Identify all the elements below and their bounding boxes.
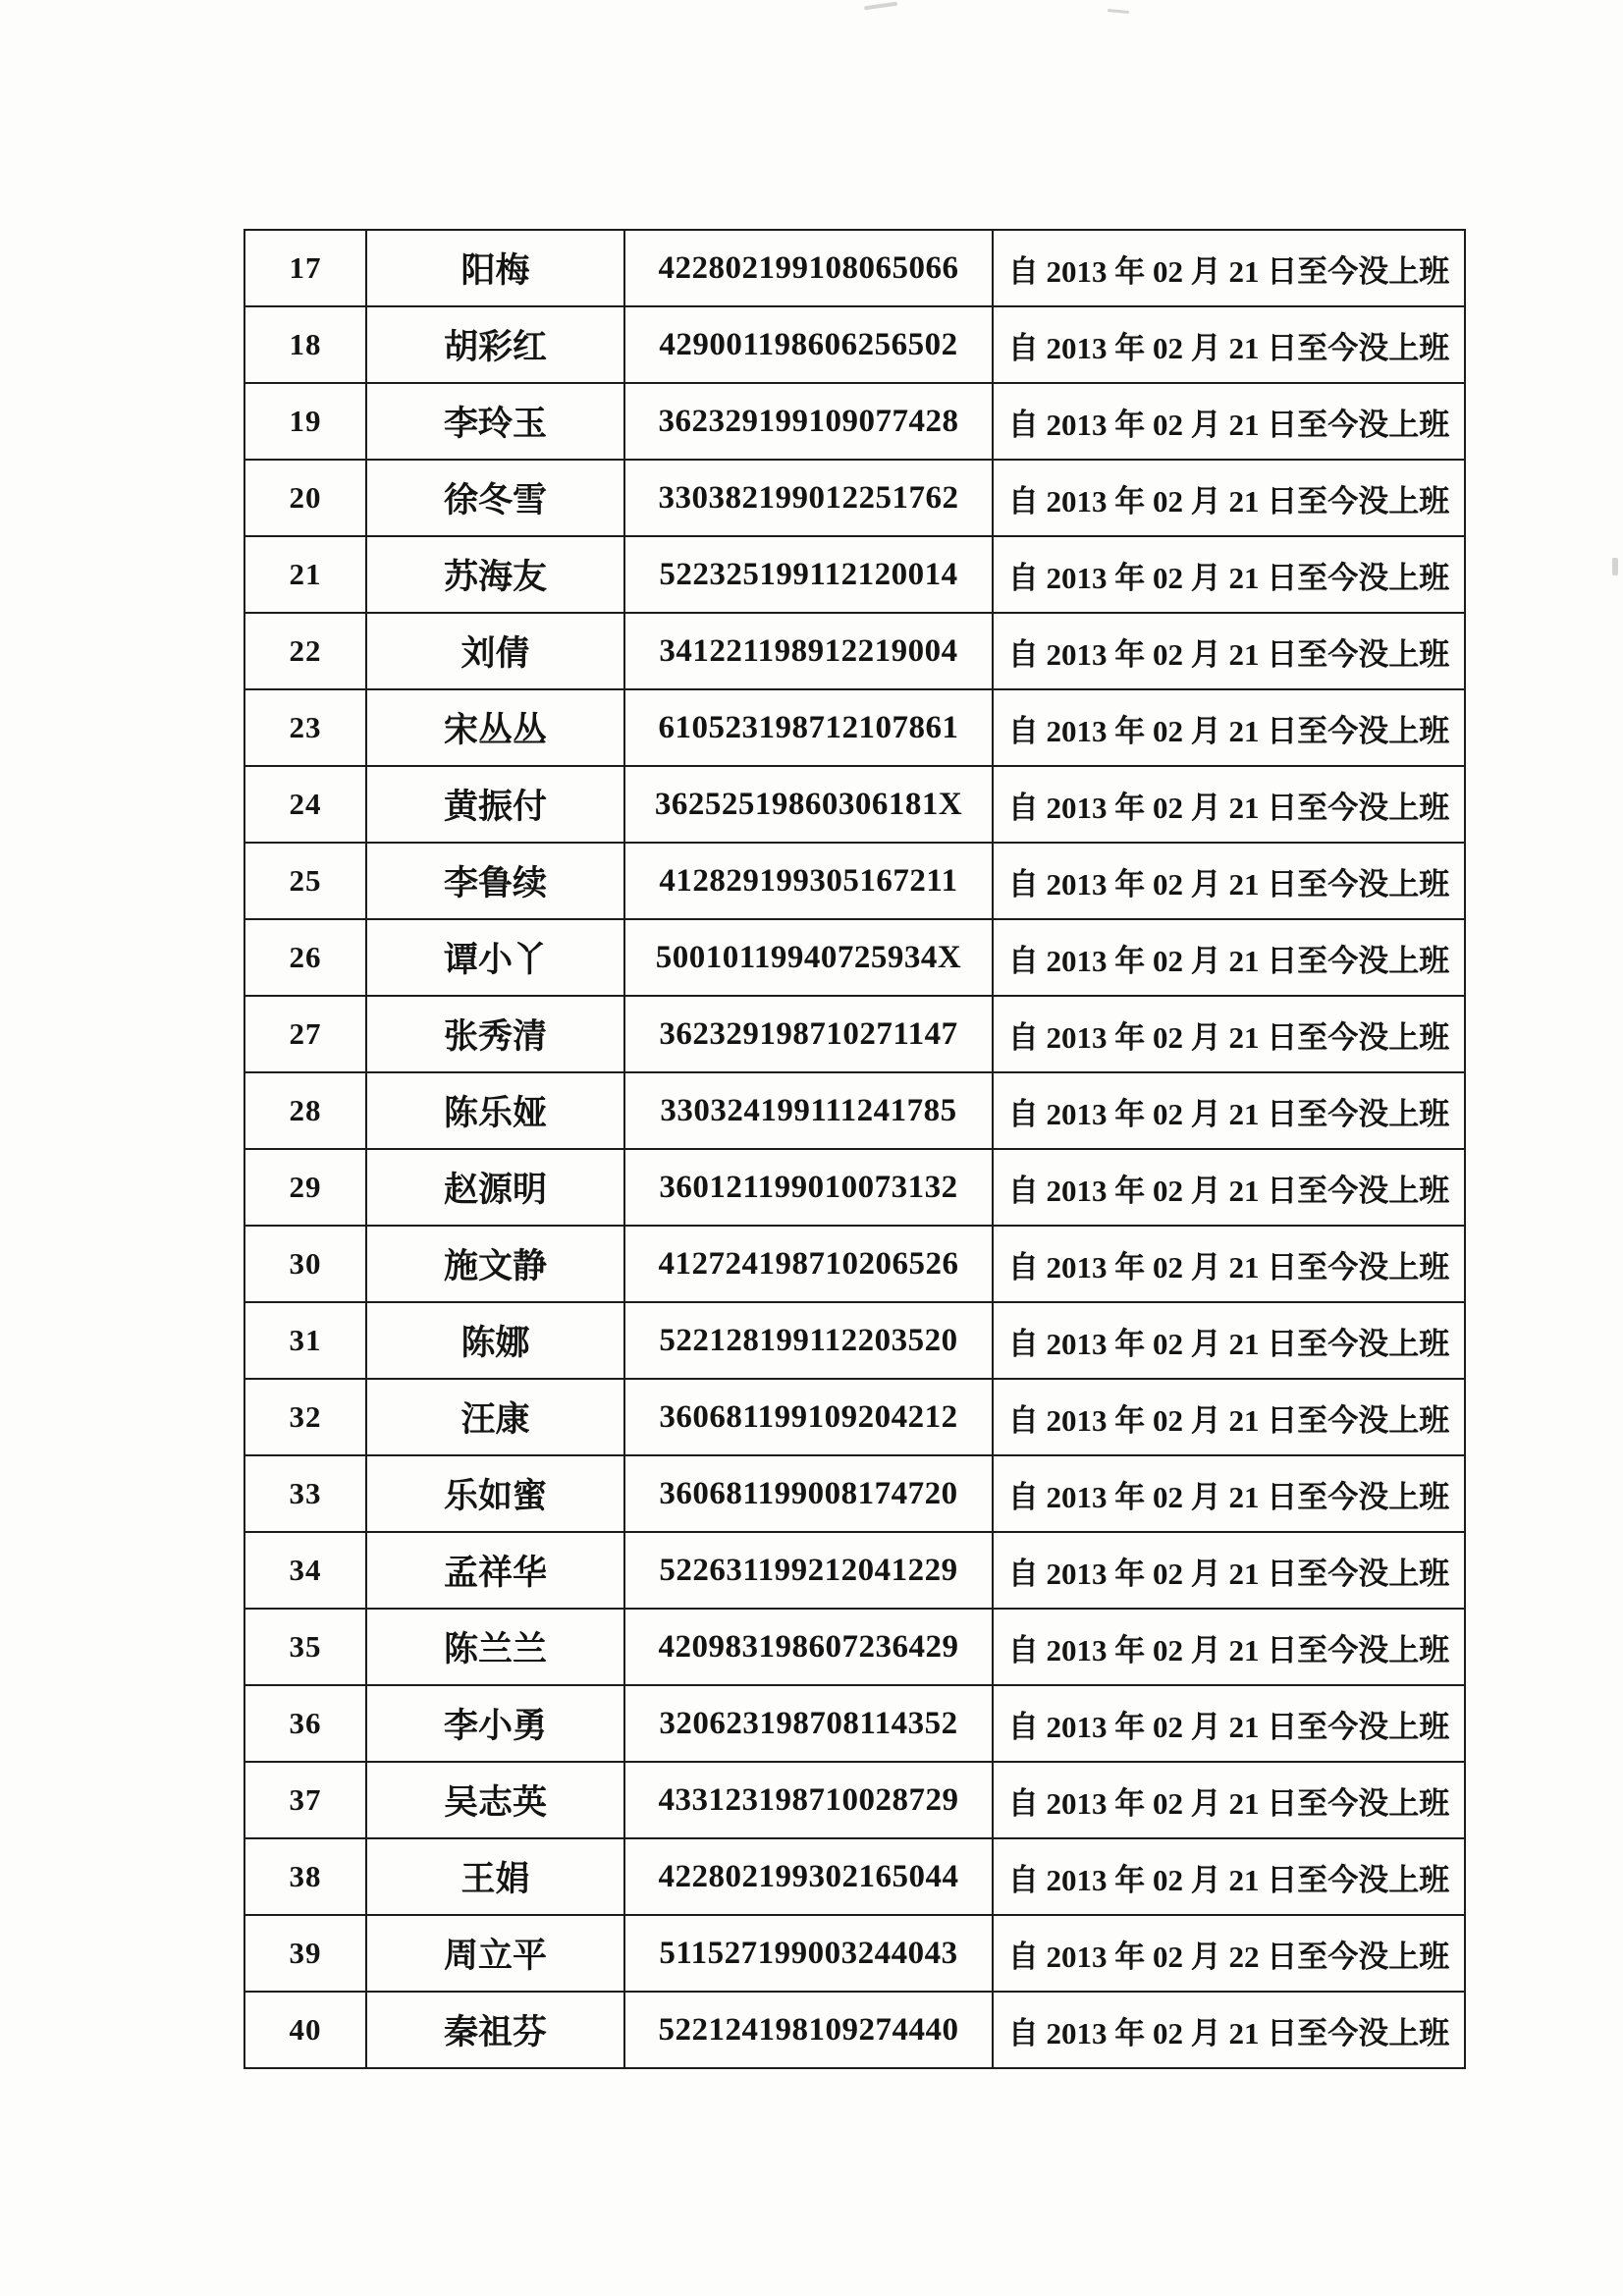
table-row <box>244 1609 1465 1685</box>
row-index-cell: 30 <box>244 1226 366 1302</box>
person-name-cell: 刘倩 <box>366 613 624 689</box>
row-index-cell: 29 <box>244 1149 366 1226</box>
table-row <box>244 1685 1465 1762</box>
absence-status-cell: 自 2013 年 02 月 21 日至今没上班 <box>993 1992 1465 2068</box>
id-number-cell: 362329199109077428 <box>624 383 993 460</box>
id-number-cell: 412829199305167211 <box>624 843 993 919</box>
id-number-cell: 330324199111241785 <box>624 1072 993 1149</box>
id-number-cell: 360121199010073132 <box>624 1149 993 1226</box>
absence-status-cell: 自 2013 年 02 月 21 日至今没上班 <box>993 1302 1465 1379</box>
table-row <box>244 689 1465 766</box>
person-name-cell: 乐如蜜 <box>366 1455 624 1532</box>
person-name-cell: 吴志英 <box>366 1762 624 1838</box>
row-index-cell: 21 <box>244 536 366 613</box>
row-index-cell: 22 <box>244 613 366 689</box>
person-name-cell: 赵源明 <box>366 1149 624 1226</box>
id-number-cell: 610523198712107861 <box>624 689 993 766</box>
row-index-cell: 40 <box>244 1992 366 2068</box>
table-row <box>244 1532 1465 1609</box>
id-number-cell: 511527199003244043 <box>624 1915 993 1992</box>
row-index-cell: 32 <box>244 1379 366 1455</box>
absence-status-cell: 自 2013 年 02 月 21 日至今没上班 <box>993 1838 1465 1915</box>
person-name-cell: 阳梅 <box>366 230 624 306</box>
person-name-cell: 李小勇 <box>366 1685 624 1762</box>
id-number-cell: 362329198710271147 <box>624 996 993 1072</box>
row-index-cell: 27 <box>244 996 366 1072</box>
absence-status-cell: 自 2013 年 02 月 21 日至今没上班 <box>993 1762 1465 1838</box>
row-index-cell: 28 <box>244 1072 366 1149</box>
table-row <box>244 766 1465 843</box>
absence-status-cell: 自 2013 年 02 月 21 日至今没上班 <box>993 460 1465 536</box>
absence-status-cell: 自 2013 年 02 月 21 日至今没上班 <box>993 1379 1465 1455</box>
absence-status-cell: 自 2013 年 02 月 21 日至今没上班 <box>993 1226 1465 1302</box>
row-index-cell: 17 <box>244 230 366 306</box>
person-name-cell: 秦祖芬 <box>366 1992 624 2068</box>
table-row <box>244 1455 1465 1532</box>
table-row <box>244 1992 1465 2068</box>
id-number-cell: 522325199112120014 <box>624 536 993 613</box>
id-number-cell: 341221198912219004 <box>624 613 993 689</box>
person-name-cell: 宋丛丛 <box>366 689 624 766</box>
absence-status-cell: 自 2013 年 02 月 21 日至今没上班 <box>993 689 1465 766</box>
person-name-cell: 胡彩红 <box>366 306 624 383</box>
row-index-cell: 18 <box>244 306 366 383</box>
row-index-cell: 31 <box>244 1302 366 1379</box>
person-name-cell: 李鲁续 <box>366 843 624 919</box>
id-number-cell: 522631199212041229 <box>624 1532 993 1609</box>
absence-status-cell: 自 2013 年 02 月 21 日至今没上班 <box>993 1685 1465 1762</box>
absence-status-cell: 自 2013 年 02 月 21 日至今没上班 <box>993 230 1465 306</box>
person-name-cell: 汪康 <box>366 1379 624 1455</box>
row-index-cell: 37 <box>244 1762 366 1838</box>
table-row <box>244 996 1465 1072</box>
person-name-cell: 黄振付 <box>366 766 624 843</box>
person-name-cell: 陈兰兰 <box>366 1609 624 1685</box>
scan-artifact <box>864 2 897 11</box>
id-number-cell: 433123198710028729 <box>624 1762 993 1838</box>
id-number-cell: 320623198708114352 <box>624 1685 993 1762</box>
person-name-cell: 徐冬雪 <box>366 460 624 536</box>
table-row <box>244 1838 1465 1915</box>
id-number-cell: 412724198710206526 <box>624 1226 993 1302</box>
absence-status-cell: 自 2013 年 02 月 21 日至今没上班 <box>993 1609 1465 1685</box>
absence-status-cell: 自 2013 年 02 月 21 日至今没上班 <box>993 843 1465 919</box>
id-number-cell: 522124198109274440 <box>624 1992 993 2068</box>
id-number-cell: 360681199008174720 <box>624 1455 993 1532</box>
table-row <box>244 536 1465 613</box>
table-row <box>244 919 1465 996</box>
row-index-cell: 33 <box>244 1455 366 1532</box>
row-index-cell: 34 <box>244 1532 366 1609</box>
absence-status-cell: 自 2013 年 02 月 21 日至今没上班 <box>993 996 1465 1072</box>
person-name-cell: 陈乐娅 <box>366 1072 624 1149</box>
attendance-table-body <box>244 230 1465 2068</box>
row-index-cell: 19 <box>244 383 366 460</box>
person-name-cell: 张秀清 <box>366 996 624 1072</box>
table-row <box>244 230 1465 306</box>
id-number-cell: 420983198607236429 <box>624 1609 993 1685</box>
person-name-cell: 李玲玉 <box>366 383 624 460</box>
table-row <box>244 843 1465 919</box>
table-row <box>244 1379 1465 1455</box>
table-row <box>244 1915 1465 1992</box>
id-number-cell: 360681199109204212 <box>624 1379 993 1455</box>
absence-status-cell: 自 2013 年 02 月 21 日至今没上班 <box>993 766 1465 843</box>
row-index-cell: 25 <box>244 843 366 919</box>
row-index-cell: 24 <box>244 766 366 843</box>
table-row <box>244 613 1465 689</box>
scan-artifact <box>1108 9 1129 14</box>
id-number-cell: 522128199112203520 <box>624 1302 993 1379</box>
attendance-table <box>243 229 1466 2069</box>
person-name-cell: 谭小丫 <box>366 919 624 996</box>
row-index-cell: 26 <box>244 919 366 996</box>
absence-status-cell: 自 2013 年 02 月 21 日至今没上班 <box>993 1532 1465 1609</box>
table-row <box>244 1762 1465 1838</box>
absence-status-cell: 自 2013 年 02 月 21 日至今没上班 <box>993 919 1465 996</box>
id-number-cell: 422802199108065066 <box>624 230 993 306</box>
id-number-cell: 330382199012251762 <box>624 460 993 536</box>
row-index-cell: 35 <box>244 1609 366 1685</box>
absence-status-cell: 自 2013 年 02 月 21 日至今没上班 <box>993 613 1465 689</box>
row-index-cell: 38 <box>244 1838 366 1915</box>
id-number-cell: 50010119940725934X <box>624 919 993 996</box>
table-row <box>244 383 1465 460</box>
absence-status-cell: 自 2013 年 02 月 21 日至今没上班 <box>993 383 1465 460</box>
id-number-cell: 429001198606256502 <box>624 306 993 383</box>
row-index-cell: 20 <box>244 460 366 536</box>
scan-artifact <box>1612 558 1618 575</box>
absence-status-cell: 自 2013 年 02 月 21 日至今没上班 <box>993 1149 1465 1226</box>
table-row <box>244 1302 1465 1379</box>
absence-status-cell: 自 2013 年 02 月 21 日至今没上班 <box>993 306 1465 383</box>
person-name-cell: 苏海友 <box>366 536 624 613</box>
absence-status-cell: 自 2013 年 02 月 22 日至今没上班 <box>993 1915 1465 1992</box>
table-row <box>244 1226 1465 1302</box>
person-name-cell: 陈娜 <box>366 1302 624 1379</box>
table-row <box>244 1149 1465 1226</box>
row-index-cell: 39 <box>244 1915 366 1992</box>
absence-status-cell: 自 2013 年 02 月 21 日至今没上班 <box>993 536 1465 613</box>
person-name-cell: 王娟 <box>366 1838 624 1915</box>
row-index-cell: 23 <box>244 689 366 766</box>
table-row <box>244 1072 1465 1149</box>
person-name-cell: 施文静 <box>366 1226 624 1302</box>
id-number-cell: 36252519860306181X <box>624 766 993 843</box>
row-index-cell: 36 <box>244 1685 366 1762</box>
table-row <box>244 306 1465 383</box>
id-number-cell: 422802199302165044 <box>624 1838 993 1915</box>
absence-status-cell: 自 2013 年 02 月 21 日至今没上班 <box>993 1072 1465 1149</box>
person-name-cell: 周立平 <box>366 1915 624 1992</box>
absence-status-cell: 自 2013 年 02 月 21 日至今没上班 <box>993 1455 1465 1532</box>
table-row <box>244 460 1465 536</box>
person-name-cell: 孟祥华 <box>366 1532 624 1609</box>
